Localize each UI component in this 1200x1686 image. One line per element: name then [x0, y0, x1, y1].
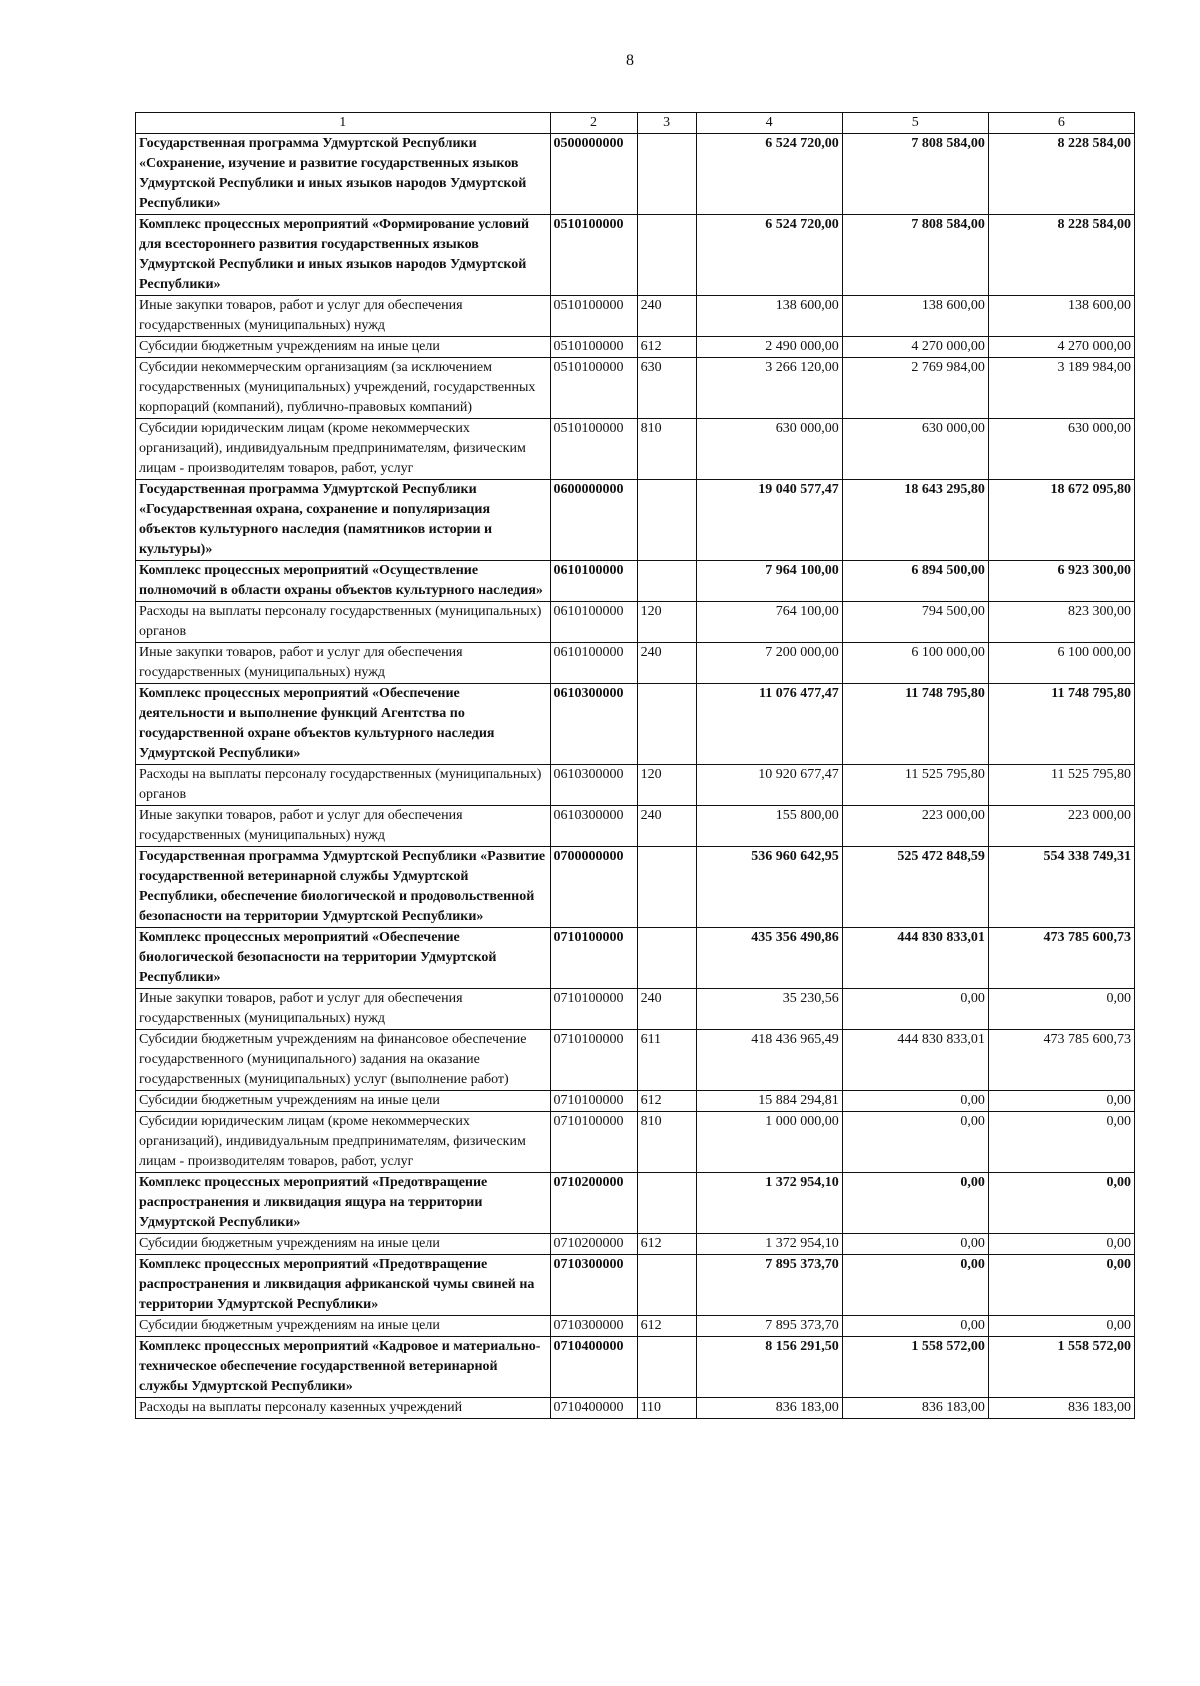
- cell-kvr: [637, 134, 696, 215]
- cell-amount-col4: 435 356 490,86: [696, 928, 842, 989]
- column-header-1: 1: [136, 113, 551, 134]
- column-header-4: 4: [696, 113, 842, 134]
- cell-amount-col6: 6 923 300,00: [988, 561, 1134, 602]
- cell-amount-col6: 1 558 572,00: [988, 1337, 1134, 1398]
- cell-code: 0510100000: [550, 215, 637, 296]
- column-header-2: 2: [550, 113, 637, 134]
- table-row-section: [136, 1337, 1135, 1398]
- cell-kvr: [637, 1337, 696, 1398]
- cell-amount-col5: 6 894 500,00: [842, 561, 988, 602]
- cell-amount-col6: 554 338 749,31: [988, 847, 1134, 928]
- cell-amount-col6: 0,00: [988, 989, 1134, 1030]
- cell-kvr: [637, 1173, 696, 1234]
- column-header-row: [136, 113, 1135, 134]
- cell-code: 0710100000: [550, 928, 637, 989]
- cell-kvr: 120: [637, 765, 696, 806]
- cell-kvr: [637, 1255, 696, 1316]
- page-number: 8: [626, 52, 634, 69]
- table-row-section: [136, 1173, 1135, 1234]
- cell-amount-col6: 11 525 795,80: [988, 765, 1134, 806]
- cell-amount-col6: 0,00: [988, 1316, 1134, 1337]
- cell-amount-col5: 7 808 584,00: [842, 134, 988, 215]
- cell-name: Комплекс процессных мероприятий «Предотвращение распространения и ликвидация африканской чумы свиней на территории Удмуртской Республики»: [136, 1255, 551, 1316]
- cell-amount-col6: 473 785 600,73: [988, 928, 1134, 989]
- cell-code: 0600000000: [550, 480, 637, 561]
- cell-amount-col5: 0,00: [842, 1112, 988, 1173]
- cell-amount-col4: 7 895 373,70: [696, 1316, 842, 1337]
- table-row: [136, 358, 1135, 419]
- cell-amount-col5: 1 558 572,00: [842, 1337, 988, 1398]
- cell-amount-col4: 7 200 000,00: [696, 643, 842, 684]
- cell-name: Государственная программа Удмуртской Республики «Государственная охрана, сохранение и популяризация объектов культурного наследия (памятников истории и культуры)»: [136, 480, 551, 561]
- cell-code: 0610300000: [550, 806, 637, 847]
- cell-kvr: [637, 561, 696, 602]
- cell-amount-col5: 6 100 000,00: [842, 643, 988, 684]
- cell-name: Государственная программа Удмуртской Республики «Сохранение, изучение и развитие государственных языков Удмуртской Республики и иных языков народов Удмуртской Республики»: [136, 134, 551, 215]
- cell-code: 0510100000: [550, 337, 637, 358]
- cell-amount-col6: 0,00: [988, 1112, 1134, 1173]
- table-row: [136, 1112, 1135, 1173]
- cell-kvr: 240: [637, 806, 696, 847]
- cell-kvr: [637, 480, 696, 561]
- cell-name: Комплекс процессных мероприятий «Осуществление полномочий в области охраны объектов культурного наследия»: [136, 561, 551, 602]
- cell-kvr: 810: [637, 1112, 696, 1173]
- cell-amount-col6: 836 183,00: [988, 1398, 1134, 1419]
- cell-kvr: 611: [637, 1030, 696, 1091]
- cell-name: Субсидии юридическим лицам (кроме некоммерческих организаций), индивидуальным предпринимателям, физическим лицам - производителям товаров, работ, услуг: [136, 419, 551, 480]
- cell-name: Субсидии некоммерческим организациям (за исключением государственных (муниципальных) учреждений, государственных корпораций (компаний), публично-правовых компаний): [136, 358, 551, 419]
- table-row-section: [136, 134, 1135, 215]
- cell-amount-col5: 444 830 833,01: [842, 928, 988, 989]
- cell-amount-col5: 525 472 848,59: [842, 847, 988, 928]
- cell-amount-col5: 7 808 584,00: [842, 215, 988, 296]
- cell-kvr: 240: [637, 296, 696, 337]
- cell-amount-col6: 630 000,00: [988, 419, 1134, 480]
- cell-amount-col4: 15 884 294,81: [696, 1091, 842, 1112]
- column-header-3: 3: [637, 113, 696, 134]
- cell-amount-col6: 138 600,00: [988, 296, 1134, 337]
- cell-name: Комплекс процессных мероприятий «Формирование условий для всестороннего развития государственных языков Удмуртской Республики и иных языков народов Удмуртской Республики»: [136, 215, 551, 296]
- cell-amount-col4: 764 100,00: [696, 602, 842, 643]
- cell-amount-col6: 8 228 584,00: [988, 215, 1134, 296]
- cell-amount-col6: 823 300,00: [988, 602, 1134, 643]
- table-row: [136, 1316, 1135, 1337]
- cell-amount-col6: 8 228 584,00: [988, 134, 1134, 215]
- cell-code: 0610300000: [550, 765, 637, 806]
- table-row: [136, 1030, 1135, 1091]
- cell-amount-col5: 836 183,00: [842, 1398, 988, 1419]
- cell-code: 0710100000: [550, 989, 637, 1030]
- cell-amount-col6: 3 189 984,00: [988, 358, 1134, 419]
- cell-amount-col6: 0,00: [988, 1234, 1134, 1255]
- budget-table: [135, 112, 1135, 1419]
- cell-amount-col5: 0,00: [842, 1173, 988, 1234]
- cell-amount-col6: 6 100 000,00: [988, 643, 1134, 684]
- cell-amount-col6: 4 270 000,00: [988, 337, 1134, 358]
- cell-amount-col4: 6 524 720,00: [696, 134, 842, 215]
- cell-amount-col5: 2 769 984,00: [842, 358, 988, 419]
- table-row-section: [136, 215, 1135, 296]
- cell-kvr: [637, 215, 696, 296]
- cell-kvr: [637, 928, 696, 989]
- table-row: [136, 643, 1135, 684]
- cell-amount-col5: 18 643 295,80: [842, 480, 988, 561]
- cell-amount-col4: 138 600,00: [696, 296, 842, 337]
- cell-amount-col5: 794 500,00: [842, 602, 988, 643]
- cell-amount-col6: 473 785 600,73: [988, 1030, 1134, 1091]
- table-row: [136, 1091, 1135, 1112]
- cell-code: 0610300000: [550, 684, 637, 765]
- table-row: [136, 1234, 1135, 1255]
- cell-kvr: 612: [637, 1316, 696, 1337]
- cell-kvr: 612: [637, 337, 696, 358]
- cell-kvr: 120: [637, 602, 696, 643]
- cell-amount-col6: 0,00: [988, 1091, 1134, 1112]
- column-header-6: 6: [988, 113, 1134, 134]
- table-row: [136, 419, 1135, 480]
- cell-name: Субсидии бюджетным учреждениям на финансовое обеспечение государственного (муниципального) задания на оказание государственных (муниципальных) услуг (выполнение работ): [136, 1030, 551, 1091]
- cell-amount-col4: 2 490 000,00: [696, 337, 842, 358]
- cell-amount-col4: 3 266 120,00: [696, 358, 842, 419]
- cell-name: Иные закупки товаров, работ и услуг для обеспечения государственных (муниципальных) нужд: [136, 989, 551, 1030]
- cell-name: Субсидии юридическим лицам (кроме некоммерческих организаций), индивидуальным предпринимателям, физическим лицам - производителям товаров, работ, услуг: [136, 1112, 551, 1173]
- cell-code: 0710300000: [550, 1255, 637, 1316]
- table-row: [136, 602, 1135, 643]
- cell-amount-col4: 836 183,00: [696, 1398, 842, 1419]
- cell-amount-col5: 0,00: [842, 1255, 988, 1316]
- cell-name: Расходы на выплаты персоналу государственных (муниципальных) органов: [136, 602, 551, 643]
- table-row: [136, 806, 1135, 847]
- cell-amount-col4: 19 040 577,47: [696, 480, 842, 561]
- cell-kvr: 612: [637, 1091, 696, 1112]
- cell-name: Субсидии бюджетным учреждениям на иные цели: [136, 337, 551, 358]
- table-row-section: [136, 847, 1135, 928]
- cell-amount-col6: 223 000,00: [988, 806, 1134, 847]
- cell-amount-col5: 223 000,00: [842, 806, 988, 847]
- cell-name: Субсидии бюджетным учреждениям на иные цели: [136, 1091, 551, 1112]
- cell-name: Комплекс процессных мероприятий «Кадровое и материально-техническое обеспечение государственной ветеринарной службы Удмуртской Республики»: [136, 1337, 551, 1398]
- cell-code: 0710100000: [550, 1091, 637, 1112]
- cell-kvr: 630: [637, 358, 696, 419]
- cell-amount-col4: 8 156 291,50: [696, 1337, 842, 1398]
- cell-name: Комплекс процессных мероприятий «Обеспечение деятельности и выполнение функций Агентства по государственной охране объектов культурного наследия Удмуртской Республики»: [136, 684, 551, 765]
- cell-amount-col6: 0,00: [988, 1173, 1134, 1234]
- table-row: [136, 1398, 1135, 1419]
- cell-amount-col4: 1 000 000,00: [696, 1112, 842, 1173]
- cell-name: Комплекс процессных мероприятий «Обеспечение биологической безопасности на территории Удмуртской Республики»: [136, 928, 551, 989]
- cell-kvr: [637, 847, 696, 928]
- table-row-section: [136, 684, 1135, 765]
- cell-code: 0610100000: [550, 602, 637, 643]
- cell-amount-col5: 11 525 795,80: [842, 765, 988, 806]
- cell-amount-col4: 11 076 477,47: [696, 684, 842, 765]
- cell-kvr: 240: [637, 989, 696, 1030]
- cell-name: Субсидии бюджетным учреждениям на иные цели: [136, 1234, 551, 1255]
- cell-amount-col6: 11 748 795,80: [988, 684, 1134, 765]
- cell-amount-col4: 10 920 677,47: [696, 765, 842, 806]
- cell-amount-col5: 0,00: [842, 1234, 988, 1255]
- cell-name: Расходы на выплаты персоналу государственных (муниципальных) органов: [136, 765, 551, 806]
- cell-amount-col4: 7 964 100,00: [696, 561, 842, 602]
- cell-amount-col4: 1 372 954,10: [696, 1234, 842, 1255]
- cell-code: 0710200000: [550, 1173, 637, 1234]
- table-row: [136, 989, 1135, 1030]
- cell-name: Комплекс процессных мероприятий «Предотвращение распространения и ликвидация ящура на территории Удмуртской Республики»: [136, 1173, 551, 1234]
- cell-amount-col5: 0,00: [842, 1091, 988, 1112]
- cell-code: 0710100000: [550, 1112, 637, 1173]
- cell-amount-col4: 6 524 720,00: [696, 215, 842, 296]
- cell-amount-col6: 18 672 095,80: [988, 480, 1134, 561]
- cell-code: 0510100000: [550, 419, 637, 480]
- cell-code: 0710400000: [550, 1398, 637, 1419]
- cell-amount-col5: 138 600,00: [842, 296, 988, 337]
- table-row: [136, 765, 1135, 806]
- column-header-5: 5: [842, 113, 988, 134]
- cell-amount-col5: 444 830 833,01: [842, 1030, 988, 1091]
- table-row-section: [136, 1255, 1135, 1316]
- cell-code: 0510100000: [550, 296, 637, 337]
- cell-code: 0610100000: [550, 643, 637, 684]
- cell-code: 0710400000: [550, 1337, 637, 1398]
- cell-name: Иные закупки товаров, работ и услуг для обеспечения государственных (муниципальных) нужд: [136, 296, 551, 337]
- cell-name: Иные закупки товаров, работ и услуг для обеспечения государственных (муниципальных) нужд: [136, 643, 551, 684]
- cell-amount-col5: 4 270 000,00: [842, 337, 988, 358]
- cell-amount-col4: 7 895 373,70: [696, 1255, 842, 1316]
- cell-amount-col4: 1 372 954,10: [696, 1173, 842, 1234]
- cell-name: Субсидии бюджетным учреждениям на иные цели: [136, 1316, 551, 1337]
- cell-name: Иные закупки товаров, работ и услуг для обеспечения государственных (муниципальных) нужд: [136, 806, 551, 847]
- table-row: [136, 296, 1135, 337]
- cell-amount-col5: 0,00: [842, 1316, 988, 1337]
- cell-kvr: 810: [637, 419, 696, 480]
- cell-amount-col4: 630 000,00: [696, 419, 842, 480]
- table-row-section: [136, 480, 1135, 561]
- cell-kvr: 110: [637, 1398, 696, 1419]
- table-row: [136, 337, 1135, 358]
- cell-code: 0710100000: [550, 1030, 637, 1091]
- cell-code: 0610100000: [550, 561, 637, 602]
- cell-amount-col5: 11 748 795,80: [842, 684, 988, 765]
- cell-kvr: [637, 684, 696, 765]
- cell-name: Расходы на выплаты персоналу казенных учреждений: [136, 1398, 551, 1419]
- table-body: [136, 113, 1135, 1419]
- cell-code: 0710300000: [550, 1316, 637, 1337]
- cell-kvr: 240: [637, 643, 696, 684]
- cell-amount-col4: 418 436 965,49: [696, 1030, 842, 1091]
- cell-amount-col6: 0,00: [988, 1255, 1134, 1316]
- table-row-section: [136, 561, 1135, 602]
- cell-amount-col4: 155 800,00: [696, 806, 842, 847]
- cell-amount-col4: 35 230,56: [696, 989, 842, 1030]
- cell-amount-col5: 630 000,00: [842, 419, 988, 480]
- table-row-section: [136, 928, 1135, 989]
- cell-kvr: 612: [637, 1234, 696, 1255]
- cell-code: 0700000000: [550, 847, 637, 928]
- cell-amount-col5: 0,00: [842, 989, 988, 1030]
- cell-code: 0710200000: [550, 1234, 637, 1255]
- cell-code: 0500000000: [550, 134, 637, 215]
- cell-name: Государственная программа Удмуртской Республики «Развитие государственной ветеринарной службы Удмуртской Республики, обеспечение биологической и продовольственной безопасности на территории Удмуртской Республики»: [136, 847, 551, 928]
- cell-amount-col4: 536 960 642,95: [696, 847, 842, 928]
- cell-code: 0510100000: [550, 358, 637, 419]
